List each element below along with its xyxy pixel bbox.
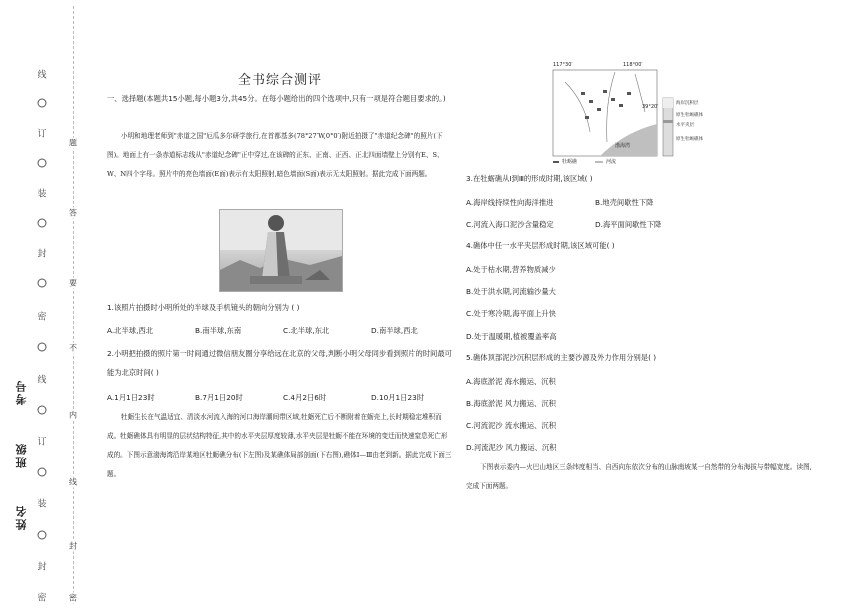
reef-map-figure xyxy=(545,62,715,166)
section-label: 海岸沉积层 xyxy=(676,101,699,106)
lat-label: 39°20′ xyxy=(642,104,659,110)
q1-option-a: A.北半球,西北 xyxy=(107,326,153,335)
page-title: 全书综合测评 xyxy=(237,73,322,88)
binding-hole xyxy=(38,343,47,352)
q3-option-a: A.海岸线持续性向海洋推进 xyxy=(466,198,554,207)
q2-stem: 2.小明把拍摄的照片第一时间通过微信朋友圈分享给远在北京的父母,判断小明父母同步看到照片的时间最可能为北京时间( ) xyxy=(107,349,452,377)
lon-left-label: 117°30′ xyxy=(553,62,573,68)
lon-right-label: 118°00′ xyxy=(623,62,643,68)
binding-char: 封 xyxy=(37,249,47,260)
intro-paragraph: 小明和地理老师到"赤道之国"厄瓜多尔研学旅行,在首都基多(78°27′W,0°0′)附近拍摄了"赤道纪念碑"的照片(下图)。地面上有一条赤道标志线从"赤道纪念碑"正中穿过,在该碑的正东、正南、正西、正北四面墙壁上分别有E、S、W、N四个字母。照片中的亮色墙面(E面)表示有太阳照射,暗色墙面(S面)表示无太阳照射。据此完成下面两题。 xyxy=(107,132,444,178)
exam-number-label: 考号 xyxy=(15,379,28,405)
seal-char: 要 xyxy=(69,278,77,288)
binding-hole xyxy=(38,531,47,540)
binding-hole xyxy=(38,159,47,168)
q2-option-d: D.10月1日23时 xyxy=(371,393,425,402)
q1-option-d: D.南半球,西北 xyxy=(371,326,418,335)
q3-option-b: B.地壳间歇性下降 xyxy=(595,198,654,207)
monument-photo xyxy=(219,209,343,292)
q3-stem: 3.在牡蛎礁从Ⅰ到Ⅲ的形成时期,该区域( ) xyxy=(466,174,593,183)
seal-char: 内 xyxy=(69,410,77,420)
q2-option-a: A.1月1日23时 xyxy=(107,393,155,402)
q5-option-c: C.河流泥沙 流水搬运、沉积 xyxy=(466,421,556,430)
q4-option-b: B.处于洪水期,河流输沙量大 xyxy=(466,287,556,296)
q1-option-b: B.南半球,东南 xyxy=(195,326,242,335)
binding-char: 线 xyxy=(37,70,47,81)
q5-option-d: D.河流泥沙 风力搬运、沉积 xyxy=(466,443,557,452)
binding-char: 装 xyxy=(37,499,47,510)
section-label: 原生牡蛎礁体 xyxy=(676,137,703,142)
section-heading: 一、选择题(本题共15小题,每小题3分,共45分。在每小题给出的四个选项中,只有一项是符合题目要求的。) xyxy=(107,94,446,103)
binding-char: 封 xyxy=(37,562,47,573)
q5-option-a: A.海底淤泥 海水搬运、沉积 xyxy=(466,377,556,386)
seal-char: 线 xyxy=(69,477,77,487)
sea-label: 渤海湾 xyxy=(615,143,631,149)
q4-option-d: D.处于温暖期,植被覆盖率高 xyxy=(466,332,557,341)
binding-char: 线 xyxy=(37,375,47,386)
seal-char: 密 xyxy=(69,593,77,603)
binding-hole xyxy=(38,279,47,288)
section-label: 原生牡蛎礁体 xyxy=(676,113,703,118)
q2-option-b: B.7月1日20时 xyxy=(195,393,243,402)
q4-option-c: C.处于寒冷期,海平面上升快 xyxy=(466,309,556,318)
binding-hole xyxy=(38,219,47,228)
mountain-passage: 下图表示委内—火巴山地区三条纬度相当、自西向东依次分布的山脉南坡某一自然带的分布海拔与带幅宽度。读图,完成下面两题。 xyxy=(466,463,812,490)
binding-hole xyxy=(38,406,47,415)
binding-hole xyxy=(38,468,47,477)
q3-option-c: C.河流入海口泥沙含量稳定 xyxy=(466,220,554,229)
q4-stem: 4.礁体中任一水平夹层形成时期,该区域可能( ) xyxy=(466,241,615,250)
binding-char: 装 xyxy=(37,189,47,200)
class-label: 班级 xyxy=(15,442,28,468)
binding-char: 订 xyxy=(37,129,47,140)
q2-option-c: C.4月2日6时 xyxy=(283,393,327,402)
binding-char: 订 xyxy=(37,437,47,448)
binding-char: 密 xyxy=(37,593,47,604)
fold-line xyxy=(73,6,74,604)
q1-option-c: C.北半球,东北 xyxy=(283,326,330,335)
seal-char: 答 xyxy=(69,208,77,218)
binding-hole xyxy=(38,99,47,108)
q5-stem: 5.礁体顶部泥沙沉积层形成的主要沙源及外力作用分别是( ) xyxy=(466,353,657,362)
reef-passage: 牡蛎生长在气温适宜、清淡水河流入海的河口海岸潮间带区域,牡蛎死亡后不断附着在蛎壳上,长时期稳定堆积而成。牡蛎礁体具有明显的层状结构特征,其中的水平夹层厚度较薄,水平夹层是牡蛎不能在环境的变迁而快速窒息死亡形成的。下图示意渤海湾沿岸某地区牡蛎礁分布(下左图)及某礁体局部剖面(下右图),礁体Ⅰ—Ⅲ由老到新。据此完成下面三题。 xyxy=(107,413,452,478)
q3-option-d: D.海平面间歇性下降 xyxy=(595,220,662,229)
legend-reef: 牡蛎礁 xyxy=(562,159,578,165)
seal-char: 题 xyxy=(69,138,77,148)
section-label: 水平夹层 xyxy=(676,123,694,128)
q1-stem: 1.该照片拍摄时小明所处的半球及手机镜头的朝向分别为 ( ) xyxy=(107,303,300,312)
seal-char: 不 xyxy=(69,343,77,353)
seal-char: 封 xyxy=(69,541,77,551)
legend-river: 河流 xyxy=(606,159,617,165)
name-label: 姓名 xyxy=(15,504,28,530)
q4-option-a: A.处于枯水期,营养物质减少 xyxy=(466,265,556,274)
binding-char: 密 xyxy=(37,312,47,323)
q5-option-b: B.海底淤泥 风力搬运、沉积 xyxy=(466,399,556,408)
